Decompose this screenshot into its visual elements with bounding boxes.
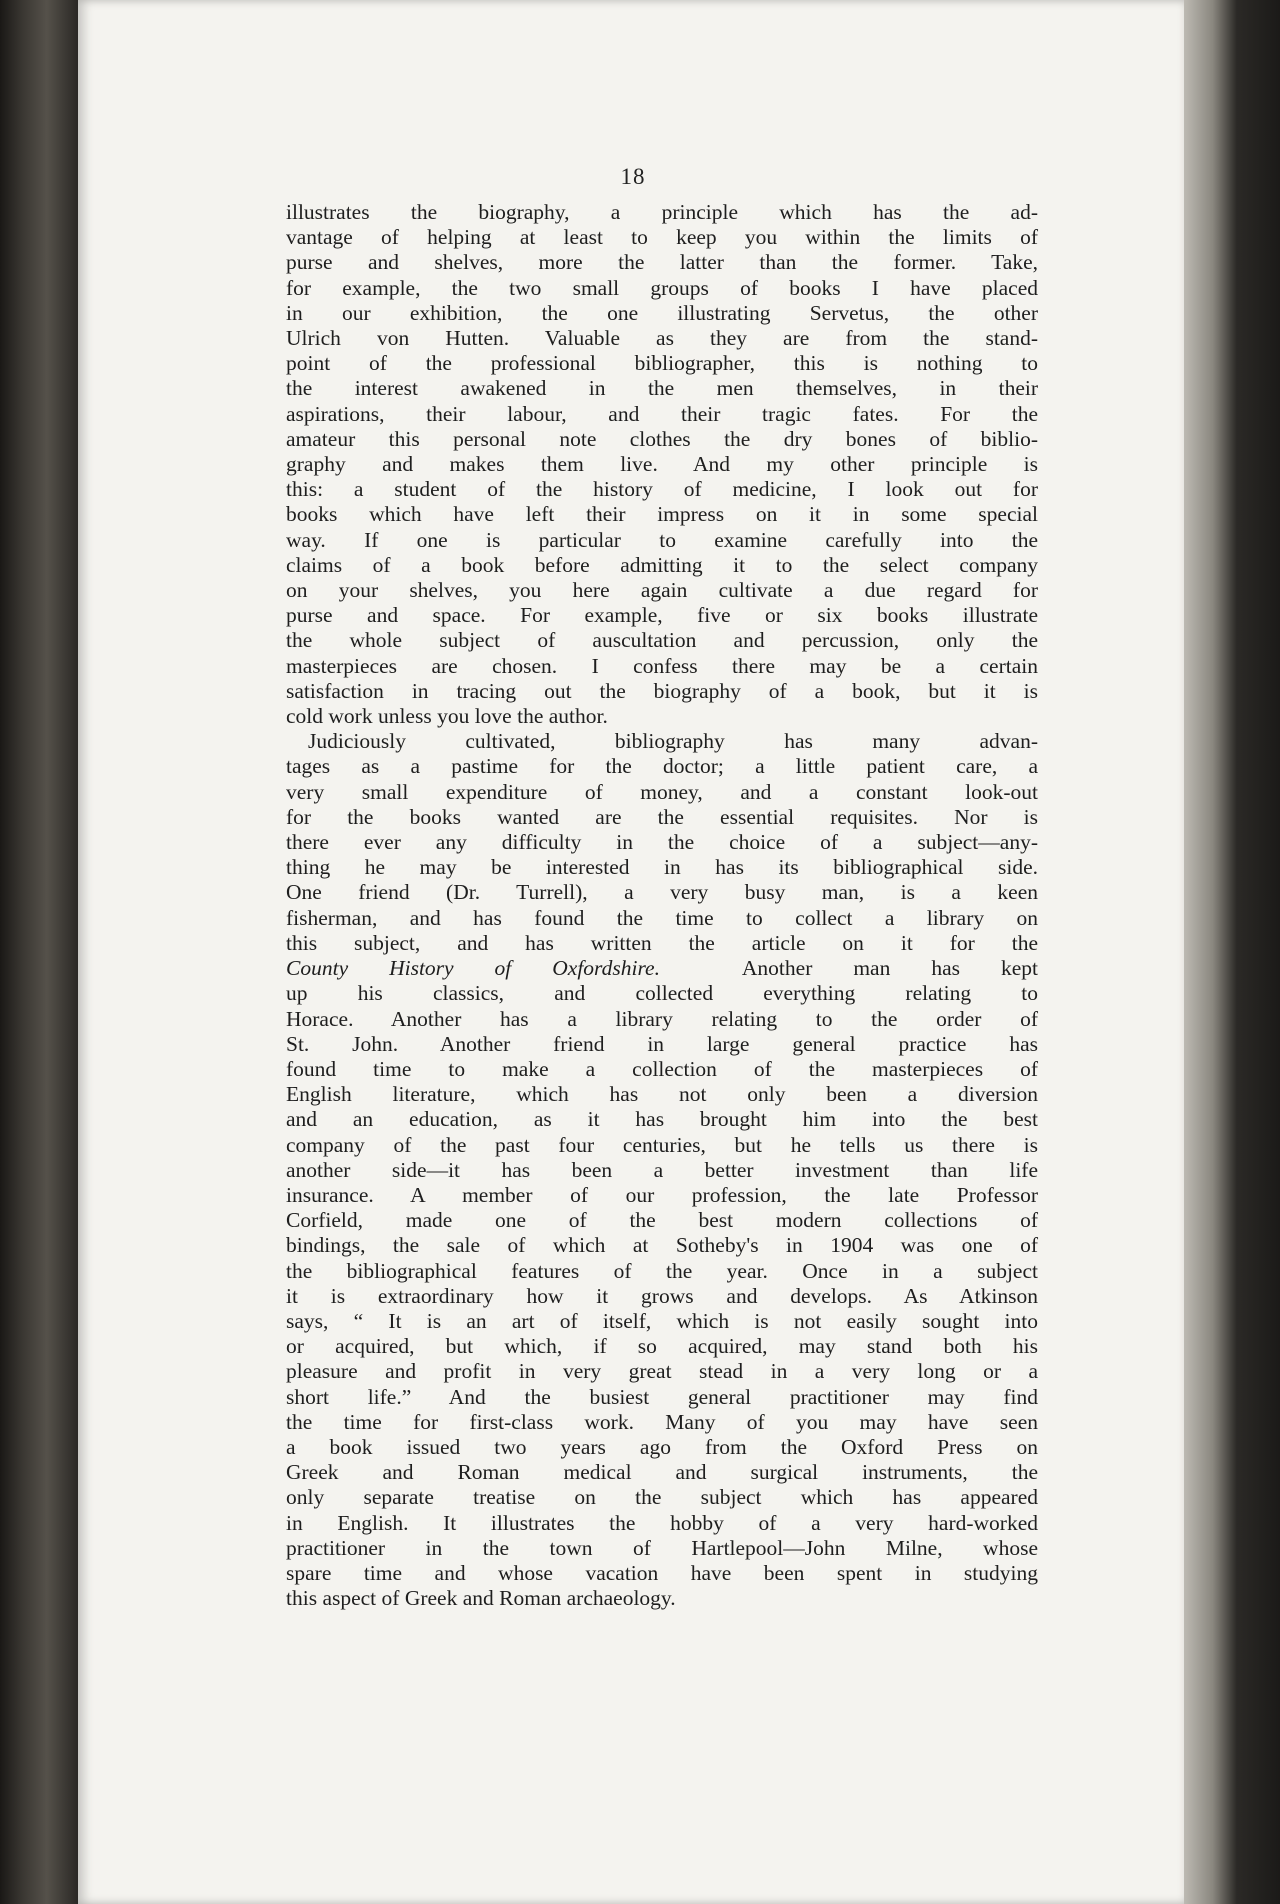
text-line: Horace. Another has a library relating to the order of	[286, 1006, 1038, 1031]
text-line: short life.” And the busiest general practitioner may find	[286, 1384, 1038, 1409]
text-line: St. John. Another friend in large general practice has	[286, 1031, 1038, 1056]
text-line: only separate treatise on the subject which has appeared	[286, 1485, 1038, 1510]
text-line: the whole subject of auscultation and percussion, only the	[286, 628, 1038, 653]
text-line: Greek and Roman medical and surgical instruments, the	[286, 1460, 1038, 1485]
text-line: the time for first-class work. Many of you may have seen	[286, 1409, 1038, 1434]
text-line: and an education, as it has brought him into the best	[286, 1107, 1038, 1132]
text-line: graphy and makes them live. And my other principle is	[286, 452, 1038, 477]
text-line: this aspect of Greek and Roman archaeology.	[286, 1586, 676, 1611]
text-line: purse and space. For example, five or six books illustrate	[286, 603, 1038, 628]
text-line: on your shelves, you here again cultivate a due regard for	[286, 578, 1038, 603]
text-line: way. If one is particular to examine carefully into the	[286, 527, 1038, 552]
text-line: amateur this personal note clothes the dry bones of biblio-	[286, 426, 1038, 451]
text-line: tages as a pastime for the doctor; a little patient care, a	[286, 754, 1038, 779]
text-line: English literature, which has not only been a diversion	[286, 1082, 1038, 1107]
text-line: satisfaction in tracing out the biography of a book, but it is	[286, 678, 1038, 703]
text-line: One friend (Dr. Turrell), a very busy man, is a keen	[286, 880, 1038, 905]
text-line: says, “ It is an art of itself, which is not easily sought into	[286, 1308, 1038, 1333]
text-line: cold work unless you love the author.	[286, 704, 608, 729]
text-line: this subject, and has written the article on it for the	[286, 930, 1038, 955]
text-line: the bibliographical features of the year. Once in a subject	[286, 1258, 1038, 1283]
text-line-tail: Another man has kept	[741, 956, 1038, 981]
text-line: or acquired, but which, if so acquired, may stand both his	[286, 1334, 1038, 1359]
text-line: masterpieces are chosen. I confess there may be a certain	[286, 653, 1038, 678]
book-binding-left	[0, 0, 78, 1904]
text-line: spare time and whose vacation have been spent in studying	[286, 1560, 1038, 1585]
text-line: insurance. A member of our profession, the late Professor	[286, 1182, 1038, 1207]
text-line: vantage of helping at least to keep you within the limits of	[286, 225, 1038, 250]
text-line: thing he may be interested in has its bibliographical side.	[286, 855, 1038, 880]
text-line: Ulrich von Hutten. Valuable as they are from the stand-	[286, 326, 1038, 351]
text-line: illustrates the biography, a principle which has the ad-	[286, 200, 1038, 224]
page-number: 18	[620, 164, 646, 189]
text-line: this: a student of the history of medicine, I look out for	[286, 477, 1038, 502]
text-line: for the books wanted are the essential requisites. Nor is	[286, 804, 1038, 829]
text-line: it is extraordinary how it grows and develops. As Atkinson	[286, 1283, 1038, 1308]
text-line: claims of a book before admitting it to the select company	[286, 552, 1038, 577]
text-line-with-title	[286, 956, 1038, 981]
text-line: fisherman, and has found the time to collect a library on	[286, 905, 1038, 930]
text-line: practitioner in the town of Hartlepool—John Milne, whose	[286, 1535, 1038, 1560]
text-line: found time to make a collection of the masterpieces of	[286, 1056, 1038, 1081]
text-line: purse and shelves, more the latter than the former. Take,	[286, 250, 1038, 275]
text-line: in our exhibition, the one illustrating Servetus, the other	[286, 300, 1038, 325]
text-line: the interest awakened in the men themselves, in their	[286, 376, 1038, 401]
text-line: Judiciously cultivated, bibliography has many advan-	[308, 729, 1038, 754]
text-line: Corfield, made one of the best modern collections of	[286, 1208, 1038, 1233]
text-line: a book issued two years ago from the Oxford Press on	[286, 1434, 1038, 1459]
text-line: books which have left their impress on it in some special	[286, 502, 1038, 527]
text-line: there ever any difficulty in the choice of a subject—any-	[286, 830, 1038, 855]
italic-book-title: County History of Oxfordshire.	[286, 956, 660, 981]
text-line: in English. It illustrates the hobby of a very hard-worked	[286, 1510, 1038, 1535]
book-binding-right	[1184, 0, 1280, 1904]
text-line: aspirations, their labour, and their tragic fates. For the	[286, 401, 1038, 426]
text-line: company of the past four centuries, but he tells us there is	[286, 1132, 1038, 1157]
text-line: bindings, the sale of which at Sotheby's in 1904 was one of	[286, 1233, 1038, 1258]
text-line: point of the professional bibliographer, this is nothing to	[286, 351, 1038, 376]
text-line: another side—it has been a better investment than life	[286, 1157, 1038, 1182]
text-line: up his classics, and collected everything relating to	[286, 981, 1038, 1006]
text-line: for example, the two small groups of books I have placed	[286, 275, 1038, 300]
body-text	[286, 200, 1038, 1611]
text-line: pleasure and profit in very great stead in a very long or a	[286, 1359, 1038, 1384]
text-line: very small expenditure of money, and a constant look-out	[286, 779, 1038, 804]
